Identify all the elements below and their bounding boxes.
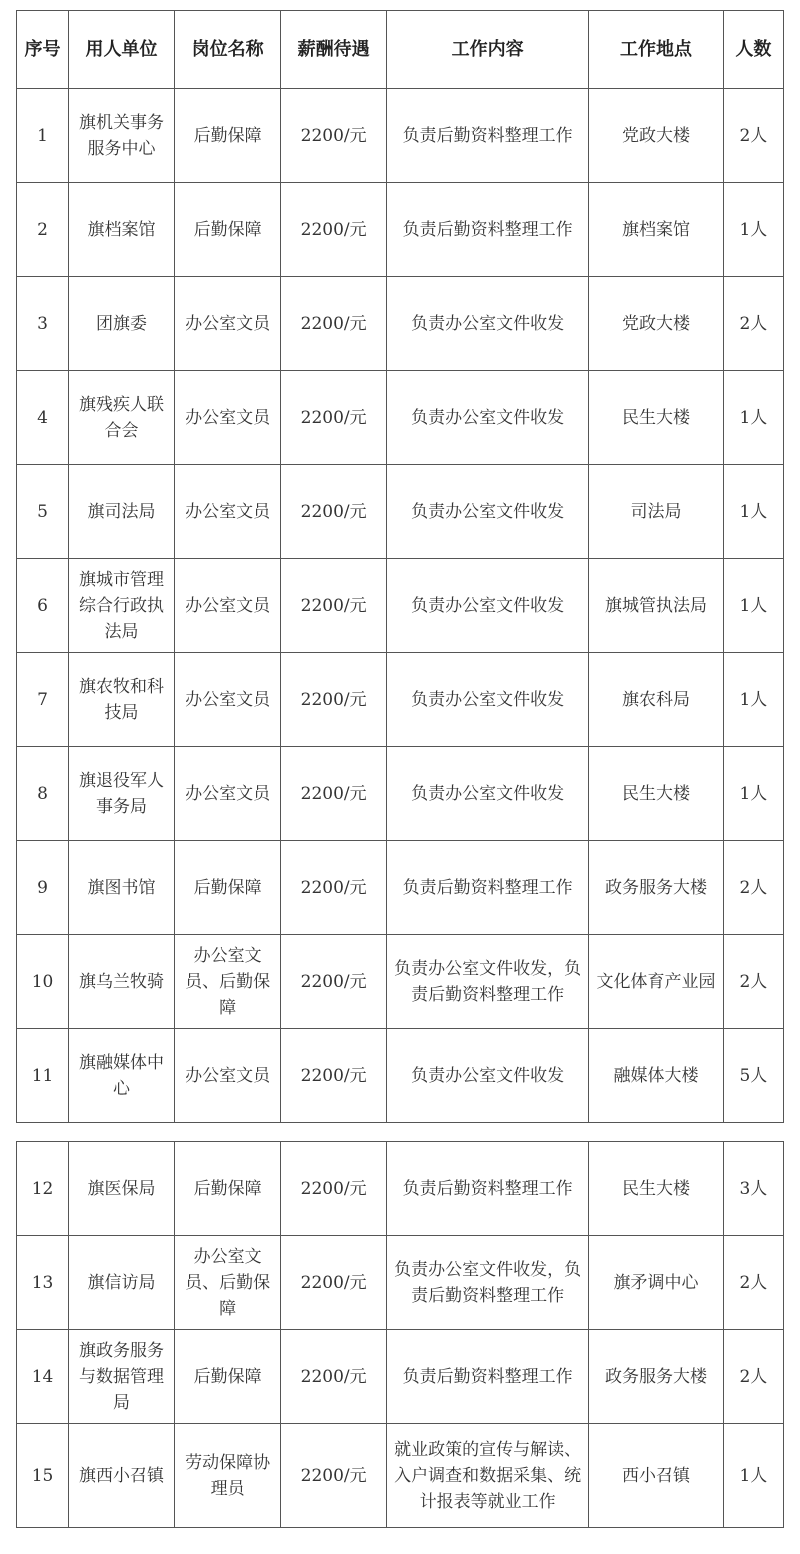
cell-no: 13	[17, 1236, 69, 1330]
cell-location: 旗城管执法局	[589, 559, 724, 653]
cell-position: 后勤保障	[175, 89, 281, 183]
cell-no: 2	[17, 183, 69, 277]
table-row-8	[17, 747, 784, 841]
cell-unit: 旗农牧和科技局	[69, 653, 175, 747]
table-body-part-2	[17, 1142, 784, 1528]
cell-location: 旗农科局	[589, 653, 724, 747]
cell-duty: 负责后勤资料整理工作	[387, 89, 589, 183]
table-row-5	[17, 465, 784, 559]
cell-location: 文化体育产业园	[589, 935, 724, 1029]
cell-position: 办公室文员、后勤保障	[175, 1236, 281, 1330]
cell-position: 办公室文员	[175, 1029, 281, 1123]
cell-count: 1人	[723, 183, 783, 277]
cell-count: 2人	[723, 277, 783, 371]
table-row-4	[17, 371, 784, 465]
cell-duty: 负责办公室文件收发	[387, 371, 589, 465]
cell-location: 民生大楼	[589, 747, 724, 841]
table-row-9	[17, 841, 784, 935]
cell-pay: 2200/元	[281, 1029, 387, 1123]
cell-position: 办公室文员	[175, 371, 281, 465]
cell-no: 7	[17, 653, 69, 747]
table-row-6	[17, 559, 784, 653]
cell-location: 司法局	[589, 465, 724, 559]
cell-pay: 2200/元	[281, 841, 387, 935]
cell-position: 后勤保障	[175, 1330, 281, 1424]
cell-count: 2人	[723, 935, 783, 1029]
cell-duty: 负责后勤资料整理工作	[387, 1330, 589, 1424]
cell-no: 11	[17, 1029, 69, 1123]
cell-no: 1	[17, 89, 69, 183]
cell-pay: 2200/元	[281, 1330, 387, 1424]
cell-pay: 2200/元	[281, 371, 387, 465]
cell-position: 办公室文员	[175, 559, 281, 653]
table-row-14	[17, 1330, 784, 1424]
cell-position: 后勤保障	[175, 183, 281, 277]
cell-unit: 旗档案馆	[69, 183, 175, 277]
cell-no: 12	[17, 1142, 69, 1236]
cell-duty: 就业政策的宣传与解读、入户调查和数据采集、统计报表等就业工作	[387, 1424, 589, 1528]
cell-unit: 旗西小召镇	[69, 1424, 175, 1528]
cell-location: 旗矛调中心	[589, 1236, 724, 1330]
cell-no: 6	[17, 559, 69, 653]
cell-count: 1人	[723, 653, 783, 747]
cell-unit: 旗政务服务与数据管理局	[69, 1330, 175, 1424]
cell-duty: 负责办公室文件收发	[387, 653, 589, 747]
cell-no: 10	[17, 935, 69, 1029]
cell-unit: 旗图书馆	[69, 841, 175, 935]
cell-pay: 2200/元	[281, 1236, 387, 1330]
cell-location: 民生大楼	[589, 1142, 724, 1236]
cell-no: 8	[17, 747, 69, 841]
cell-duty: 负责后勤资料整理工作	[387, 183, 589, 277]
cell-count: 5人	[723, 1029, 783, 1123]
cell-unit: 旗城市管理综合行政执法局	[69, 559, 175, 653]
cell-pay: 2200/元	[281, 1424, 387, 1528]
cell-pay: 2200/元	[281, 277, 387, 371]
header-location: 工作地点	[589, 11, 724, 89]
cell-location: 党政大楼	[589, 89, 724, 183]
cell-duty: 负责办公室文件收发	[387, 465, 589, 559]
table-row-12	[17, 1142, 784, 1236]
cell-no: 9	[17, 841, 69, 935]
cell-count: 1人	[723, 559, 783, 653]
cell-pay: 2200/元	[281, 1142, 387, 1236]
cell-count: 2人	[723, 89, 783, 183]
cell-no: 5	[17, 465, 69, 559]
cell-count: 1人	[723, 747, 783, 841]
cell-duty: 负责办公室文件收发	[387, 1029, 589, 1123]
cell-pay: 2200/元	[281, 183, 387, 277]
cell-no: 15	[17, 1424, 69, 1528]
cell-pay: 2200/元	[281, 935, 387, 1029]
cell-unit: 旗退役军人事务局	[69, 747, 175, 841]
cell-no: 4	[17, 371, 69, 465]
cell-unit: 团旗委	[69, 277, 175, 371]
cell-position: 办公室文员	[175, 747, 281, 841]
table-row-3	[17, 277, 784, 371]
cell-pay: 2200/元	[281, 653, 387, 747]
cell-unit: 旗融媒体中心	[69, 1029, 175, 1123]
cell-duty: 负责办公室文件收发	[387, 747, 589, 841]
cell-position: 办公室文员、后勤保障	[175, 935, 281, 1029]
header-duty: 工作内容	[387, 11, 589, 89]
table-row-15	[17, 1424, 784, 1528]
cell-location: 旗档案馆	[589, 183, 724, 277]
job-table-part-1	[16, 10, 784, 1123]
cell-pay: 2200/元	[281, 465, 387, 559]
cell-count: 1人	[723, 1424, 783, 1528]
table-row-10	[17, 935, 784, 1029]
cell-pay: 2200/元	[281, 747, 387, 841]
cell-position: 办公室文员	[175, 277, 281, 371]
table-row-2	[17, 183, 784, 277]
cell-position: 后勤保障	[175, 1142, 281, 1236]
cell-pay: 2200/元	[281, 559, 387, 653]
header-no: 序号	[17, 11, 69, 89]
cell-duty: 负责办公室文件收发，负责后勤资料整理工作	[387, 935, 589, 1029]
cell-duty: 负责后勤资料整理工作	[387, 841, 589, 935]
cell-duty: 负责办公室文件收发	[387, 559, 589, 653]
cell-unit: 旗医保局	[69, 1142, 175, 1236]
header-count: 人数	[723, 11, 783, 89]
cell-count: 1人	[723, 371, 783, 465]
cell-unit: 旗机关事务服务中心	[69, 89, 175, 183]
cell-count: 3人	[723, 1142, 783, 1236]
cell-count: 2人	[723, 1330, 783, 1424]
header-row	[17, 11, 784, 89]
cell-unit: 旗司法局	[69, 465, 175, 559]
table-row-1	[17, 89, 784, 183]
header-unit: 用人单位	[69, 11, 175, 89]
cell-location: 政务服务大楼	[589, 841, 724, 935]
job-table-part-2	[16, 1141, 784, 1528]
cell-location: 党政大楼	[589, 277, 724, 371]
table-body-part-1	[17, 89, 784, 1123]
cell-duty: 负责办公室文件收发，负责后勤资料整理工作	[387, 1236, 589, 1330]
cell-position: 办公室文员	[175, 465, 281, 559]
cell-location: 政务服务大楼	[589, 1330, 724, 1424]
cell-pay: 2200/元	[281, 89, 387, 183]
cell-location: 西小召镇	[589, 1424, 724, 1528]
cell-no: 3	[17, 277, 69, 371]
header-pay: 薪酬待遇	[281, 11, 387, 89]
header-position: 岗位名称	[175, 11, 281, 89]
cell-position: 劳动保障协理员	[175, 1424, 281, 1528]
cell-unit: 旗乌兰牧骑	[69, 935, 175, 1029]
cell-no: 14	[17, 1330, 69, 1424]
cell-position: 后勤保障	[175, 841, 281, 935]
cell-count: 1人	[723, 465, 783, 559]
cell-location: 融媒体大楼	[589, 1029, 724, 1123]
table-row-13	[17, 1236, 784, 1330]
cell-unit: 旗信访局	[69, 1236, 175, 1330]
cell-location: 民生大楼	[589, 371, 724, 465]
table-row-11	[17, 1029, 784, 1123]
cell-duty: 负责办公室文件收发	[387, 277, 589, 371]
cell-position: 办公室文员	[175, 653, 281, 747]
cell-count: 2人	[723, 841, 783, 935]
table-row-7	[17, 653, 784, 747]
cell-count: 2人	[723, 1236, 783, 1330]
cell-unit: 旗残疾人联合会	[69, 371, 175, 465]
cell-duty: 负责后勤资料整理工作	[387, 1142, 589, 1236]
